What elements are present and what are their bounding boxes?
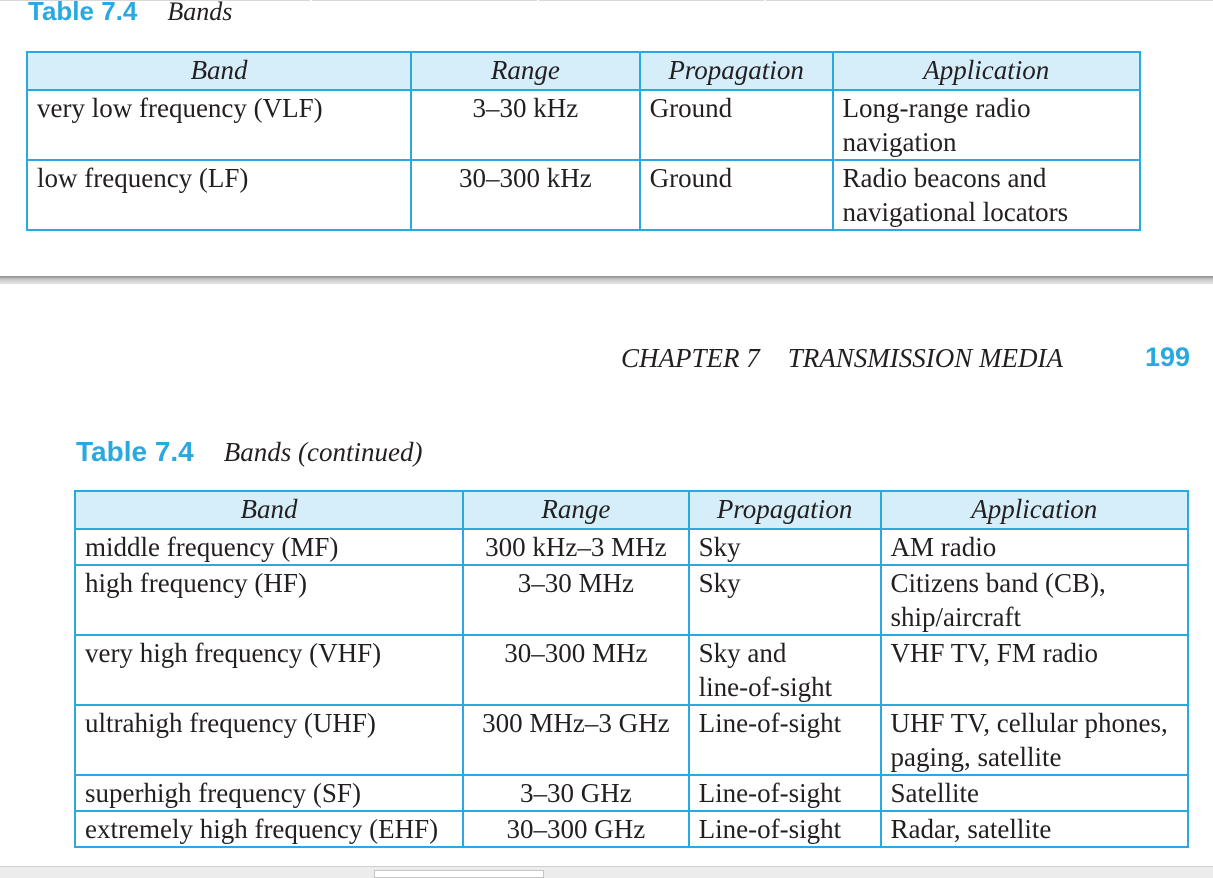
- cell-range-line: 30–300 MHz: [504, 638, 648, 668]
- cell-application-line: AM radio: [890, 532, 997, 562]
- table-number: Table 7.4: [76, 436, 194, 467]
- table-header-row: [27, 52, 1140, 90]
- cell-application-line: Radar, satellite: [890, 814, 1052, 844]
- cell-band: [75, 811, 463, 847]
- header-propagation: Propagation: [689, 491, 881, 529]
- cell-application-line: VHF TV, FM radio: [890, 638, 1099, 668]
- cell-propagation: [689, 775, 881, 811]
- cell-range-line: 3–30 kHz: [472, 93, 579, 123]
- cell-application-line: Radio beacons and: [842, 163, 1047, 193]
- table-row: [75, 811, 1188, 847]
- cell-propagation: [689, 529, 881, 565]
- cell-application-line: Long-range radio: [842, 93, 1031, 123]
- cell-band-line: superhigh frequency (SF): [85, 778, 361, 808]
- cell-propagation: [689, 565, 881, 635]
- table-row: [75, 529, 1188, 565]
- cell-application: [881, 635, 1188, 705]
- header-range: Range: [463, 491, 689, 529]
- table-row: [75, 775, 1188, 811]
- header-band: Band: [75, 491, 463, 529]
- running-head-title: TRANSMISSION MEDIA: [787, 343, 1063, 373]
- cell-band-line: low frequency (LF): [37, 163, 249, 193]
- cell-range: [411, 90, 640, 160]
- cell-range-line: 3–30 MHz: [517, 568, 634, 598]
- cell-application-line: ship/aircraft: [890, 602, 1021, 632]
- cell-range: [463, 775, 689, 811]
- cell-band: [75, 775, 463, 811]
- cell-application: [881, 565, 1188, 635]
- cell-band-line: very high frequency (VHF): [85, 638, 382, 668]
- cell-propagation: [640, 90, 833, 160]
- table-caption-continued: [76, 436, 422, 469]
- cell-range: [463, 635, 689, 705]
- cell-propagation-line: Line-of-sight: [698, 778, 842, 808]
- table-row: [75, 705, 1188, 775]
- cell-range: [463, 705, 689, 775]
- cell-propagation: [689, 635, 881, 705]
- cell-range: [411, 160, 640, 230]
- cell-range-line: 30–300 kHz: [459, 163, 592, 193]
- horizontal-scrollbar[interactable]: [0, 866, 1213, 878]
- cell-propagation-line: Ground: [649, 163, 733, 193]
- cell-band: [27, 160, 411, 230]
- table-row: [75, 635, 1188, 705]
- header-propagation: Propagation: [640, 52, 833, 90]
- table-row: [27, 90, 1140, 160]
- cell-application-line: Satellite: [890, 778, 979, 808]
- cell-band: [75, 705, 463, 775]
- running-head-chapter: CHAPTER 7: [621, 343, 760, 373]
- header-band: Band: [27, 52, 411, 90]
- cell-band-line: high frequency (HF): [85, 568, 307, 598]
- cell-range-line: 300 kHz–3 MHz: [485, 532, 667, 562]
- cell-propagation-line: line-of-sight: [698, 672, 833, 702]
- table-number: Table 7.4: [28, 0, 138, 26]
- header-application: Application: [833, 52, 1141, 90]
- cell-application-line: navigation: [842, 127, 957, 157]
- bands-table-part-2: [74, 490, 1189, 848]
- cell-range: [463, 811, 689, 847]
- table-title: Bands: [167, 0, 233, 26]
- table-row: [75, 565, 1188, 635]
- cell-band-line: very low frequency (VLF): [37, 93, 323, 123]
- cell-application-line: paging, satellite: [890, 742, 1062, 772]
- cell-application: [881, 529, 1188, 565]
- cell-propagation: [689, 705, 881, 775]
- page-separator: [0, 276, 1213, 284]
- cell-band-line: extremely high frequency (EHF): [85, 814, 439, 844]
- bands-table-part-1: [26, 51, 1141, 231]
- header-application: Application: [881, 491, 1188, 529]
- cell-application-line: navigational locators: [842, 197, 1069, 227]
- page-198-bottom: [0, 0, 1213, 276]
- cell-band: [27, 90, 411, 160]
- cell-propagation-line: Line-of-sight: [698, 814, 842, 844]
- table-header-row: [75, 491, 1188, 529]
- cell-propagation-line: Sky: [698, 532, 741, 562]
- cell-application: [881, 775, 1188, 811]
- cell-application: [881, 811, 1188, 847]
- table-row: [27, 160, 1140, 230]
- cell-range-line: 300 MHz–3 GHz: [482, 708, 670, 738]
- page-number: 199: [1145, 342, 1191, 372]
- cell-band-line: ultrahigh frequency (UHF): [85, 708, 376, 738]
- cell-propagation-line: Sky: [698, 568, 741, 598]
- cell-propagation-line: Ground: [649, 93, 733, 123]
- cell-band: [75, 529, 463, 565]
- cell-propagation: [689, 811, 881, 847]
- cell-range-line: 3–30 GHz: [520, 778, 632, 808]
- cell-range: [463, 565, 689, 635]
- cell-application-line: UHF TV, cellular phones,: [890, 708, 1168, 738]
- cell-propagation-line: Sky and: [698, 638, 787, 668]
- cell-range: [463, 529, 689, 565]
- table-title: Bands (continued): [223, 437, 423, 467]
- table-caption: [28, 0, 232, 27]
- cell-application-line: Citizens band (CB),: [890, 568, 1106, 598]
- cell-band: [75, 565, 463, 635]
- cell-propagation: [640, 160, 833, 230]
- cell-application: [833, 160, 1141, 230]
- cell-propagation-line: Line-of-sight: [698, 708, 842, 738]
- header-range: Range: [411, 52, 640, 90]
- cell-band-line: middle frequency (MF): [85, 532, 339, 562]
- cell-range-line: 30–300 GHz: [506, 814, 646, 844]
- cell-band: [75, 635, 463, 705]
- cell-application: [881, 705, 1188, 775]
- running-head: [621, 343, 1063, 374]
- cell-application: [833, 90, 1141, 160]
